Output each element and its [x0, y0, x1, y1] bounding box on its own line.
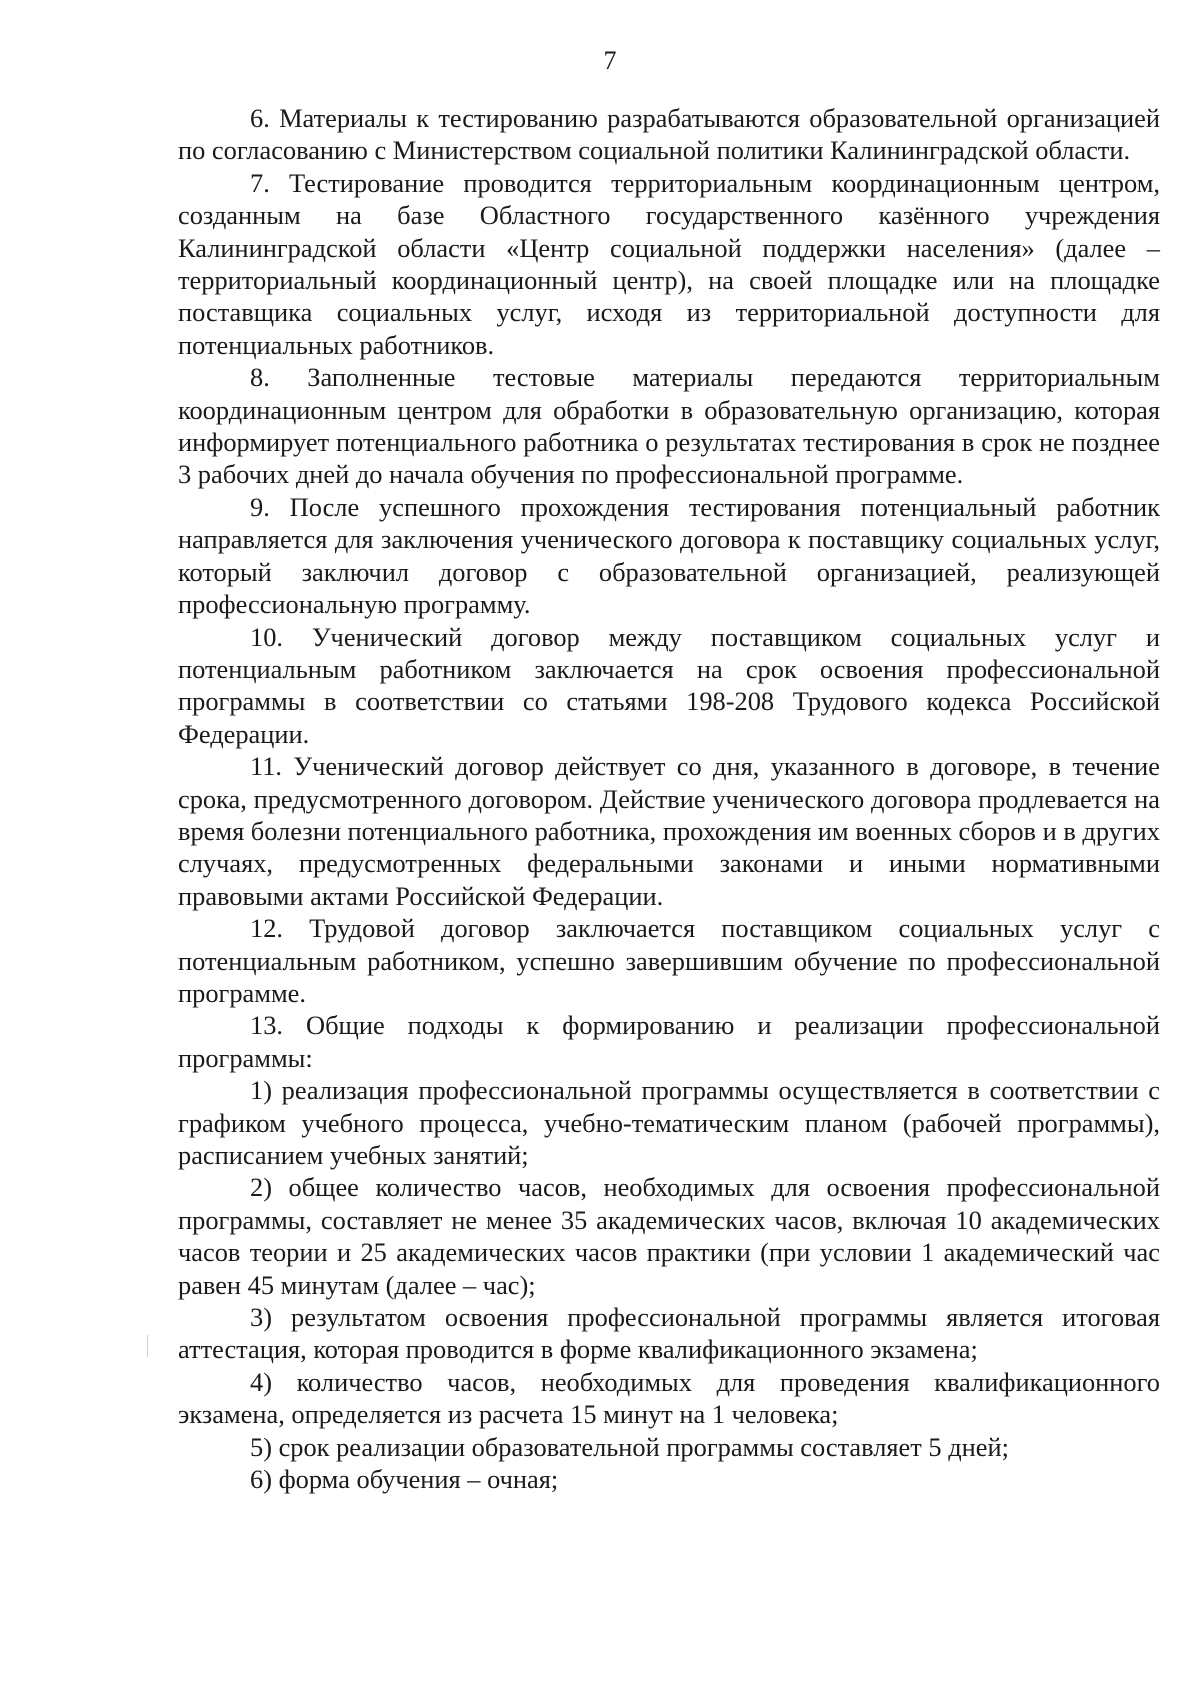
subitem-3: 3) результатом освоения профессиональной программы является итоговая аттестация, которая проводится в форме квалификационного экзамена;: [178, 1302, 1160, 1365]
paragraph-item-11: 11. Ученический договор действует со дня, указанного в договоре, в течение срока, предусмотренного договором. Действие ученического договора продлевается на время болезни потенциального работника, прохождения им военных сборов и в других случаях, предусмотренных федеральными законами и иными нормативными правовыми актами Российской Федерации.: [178, 751, 1161, 911]
document-body: [178, 102, 1160, 1495]
subitem-6: 6) форма обучения – очная;: [250, 1464, 559, 1495]
paragraph-item-9: 9. После успешного прохождения тестирования потенциальный работник направляется для заключения ученического договора к поставщику социальных услуг, который заключил договор с образовательной организацией, реализующей профессиональную программу.: [178, 491, 1160, 620]
scan-margin-mark: [147, 1335, 148, 1357]
paragraph-item-8: 8. Заполненные тестовые материалы передаются территориальным координационным центром для обработки в образовательную организацию, которая информирует потенциального работника о результатах тестирования в срок не позднее 3 рабочих дней до начала обучения по профессиональной программе.: [178, 362, 1160, 490]
subitem-4: 4) количество часов, необходимых для проведения квалификационного экзамена, определяется из расчета 15 минут на 1 человека;: [178, 1366, 1160, 1430]
paragraph-item-6: 6. Материалы к тестированию разрабатываются образовательной организацией по согласованию с Министерством социальной политики Калининградской области.: [178, 103, 1160, 166]
subitem-1: 1) реализация профессиональной программы осуществляется в соответствии с графиком учебного процесса, учебно-тематическим планом (рабочей программы), расписанием учебных занятий;: [178, 1075, 1160, 1170]
paragraph-item-13: 13. Общие подходы к формированию и реализации профессиональной программы:: [178, 1010, 1160, 1073]
paragraph-item-10: 10. Ученический договор между поставщиком социальных услуг и потенциальным работником заключается на срок освоения профессиональной программы в соответствии со статьями 198-208 Трудового кодекса Российской Федерации.: [178, 621, 1160, 749]
subitem-5: 5) срок реализации образовательной программы составляет 5 дней;: [250, 1431, 1009, 1462]
page-number: 7: [603, 46, 617, 75]
subitem-2: 2) общее количество часов, необходимых для освоения профессиональной программы, составляет не менее 35 академических часов, включая 10 академических часов теории и 25 академических часов практики (при условии 1 академический час равен 45 минутам (далее – час);: [178, 1172, 1160, 1300]
paragraph-item-12: 12. Трудовой договор заключается поставщиком социальных услуг с потенциальным работником, успешно завершившим обучение по профессиональной программе.: [178, 913, 1160, 1008]
paragraph-item-7: 7. Тестирование проводится территориальным координационным центром, созданным на базе Областного государственного казённого учреждения Калининградской области «Центр социальной поддержки населения» (далее – территориальный координационный центр), на своей площадке или на площадке поставщика социальных услуг, исходя из территориальной доступности для потенциальных работников.: [178, 167, 1160, 360]
